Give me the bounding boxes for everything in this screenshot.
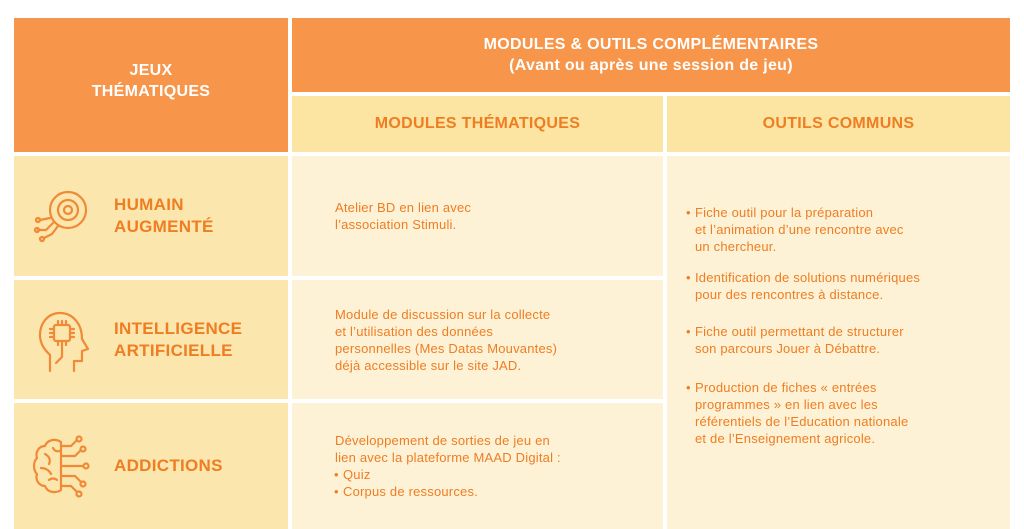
modules-table [14, 18, 1002, 513]
header-modules-outils [292, 18, 1010, 92]
list-item: • Identification de solutions numériques pour des rencontres à distance. [687, 269, 996, 303]
header-modules-thematiques [292, 96, 663, 152]
theme-label: INTELLIGENCE ARTIFICIELLE [114, 318, 243, 360]
module-cell-intelligence-artificielle [292, 280, 663, 399]
theme-humain-augmente [14, 156, 288, 276]
brain-circuit-icon [14, 403, 114, 529]
theme-label: HUMAIN AUGMENTÉ [114, 195, 214, 236]
module-text: Atelier BD en lien avec l’association Stimuli. [335, 200, 472, 232]
header-outils-communs [667, 96, 1010, 152]
module-cell-humain-augmente [292, 156, 663, 276]
outils-list [687, 204, 996, 447]
outils-communs-cell [667, 156, 1010, 529]
header-modules-subtitle: (Avant ou après une session de jeu) [509, 57, 793, 74]
header-outils-communs-label: OUTILS COMMUNS [762, 115, 915, 132]
theme-label: ADDICTIONS [114, 456, 223, 475]
module-text: Développement de sorties de jeu en lien avec la plateforme MAAD Digital : [335, 433, 561, 465]
header-modules-title: MODULES & OUTILS COMPLÉMENTAIRES [483, 36, 819, 53]
list-item: • Production de fiches « entrées programmes » en lien avec les référentiels de l’Education nationale et de l’Enseignement agricole. [687, 379, 996, 447]
augmented-eye-circuit-icon [14, 156, 114, 276]
module-bullet-list [335, 466, 561, 500]
list-item: • Quiz [335, 466, 561, 483]
header-modules-thematiques-label: MODULES THÉMATIQUES [374, 115, 581, 132]
module-cell-addictions [292, 403, 663, 529]
header-jeux-label: JEUX THÉMATIQUES [91, 62, 211, 100]
ai-head-chip-icon [14, 280, 114, 399]
theme-intelligence-artificielle [14, 280, 288, 399]
theme-addictions [14, 403, 288, 529]
list-item: • Corpus de ressources. [335, 483, 561, 500]
module-text: Module de discussion sur la collecte et l’utilisation des données personnelles (Mes Datas Mouvantes) déjà accessible sur le site JAD. [335, 306, 558, 373]
list-item: • Fiche outil pour la préparation et l’animation d’une rencontre avec un chercheur. [687, 204, 996, 255]
list-item: • Fiche outil permettant de structurer son parcours Jouer à Débattre. [687, 323, 996, 357]
header-jeux-thematiques [14, 18, 288, 152]
